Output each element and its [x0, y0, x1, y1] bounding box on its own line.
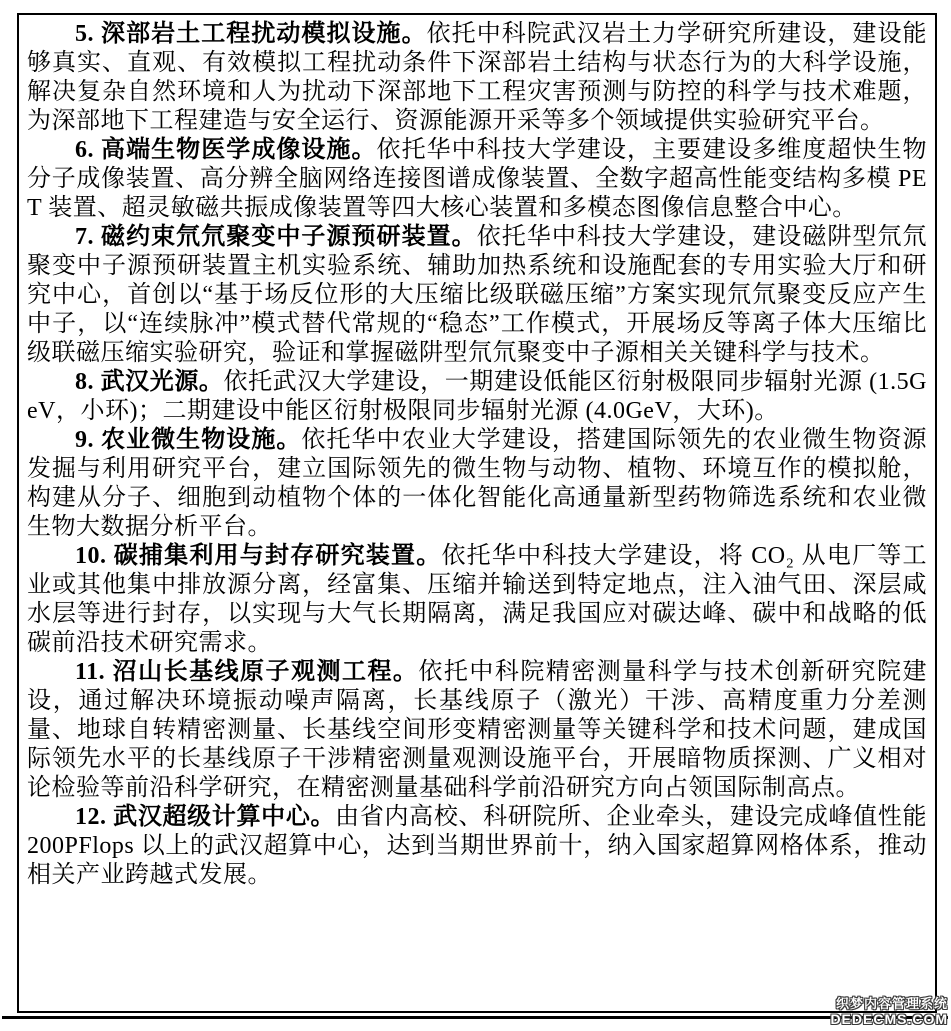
facility-paragraph — [27, 426, 927, 542]
facility-description: 依托中科院武汉岩土力学研究所建设，建设能够真实、直观、有效模拟工程扰动条件下深部岩土结构与状态行为的大科学设施，解决复杂自然环境和人为扰动下深部地下工程灾害预测与防控的科学与技术难题，为深部地下工程建造与安全运行、资源能源开采等多个领域提供实验研究平台。 — [27, 21, 928, 134]
facility-paragraph — [27, 223, 927, 368]
facility-description: 依托武汉大学建设，一期建设低能区衍射极限同步辐射光源 (1.5GeV，小环)；二期建设中能区衍射极限同步辐射光源 (4.0GeV，大环)。 — [27, 369, 928, 424]
facility-description: 依托华中科技大学建设，将 CO₂ 从电厂等工业或其他集中排放源分离，经富集、压缩并输送到特定地点，注入油气田、深层咸水层等进行封存，以实现与大气长期隔离，满足我国应对碳达峰、碳中和战略的低碳前沿技术研究需求。 — [27, 543, 927, 656]
facility-paragraph — [27, 542, 927, 658]
facility-paragraph — [27, 368, 927, 426]
facility-heading: 8. 武汉光源。 — [75, 369, 224, 395]
bottom-horizontal-rule — [2, 1016, 948, 1019]
facility-description: 由省内高校、科研院所、企业牵头，建设完成峰值性能 200PFlops 以上的武汉超算中心，达到当期世界前十，纳入国家超算网格体系，推动相关产业跨越式发展。 — [27, 804, 928, 888]
facility-heading: 11. 沼山长基线原子观测工程。 — [75, 659, 419, 685]
facility-description: 依托中科院精密测量科学与技术创新研究院建设，通过解决环境振动噪声隔离，长基线原子（激光）干涉、高精度重力分差测量、地球自转精密测量、长基线空间形变精密测量等关键科学和技术问题，建成国际领先水平的长基线原子干涉精密测量观测设施平台，开展暗物质探测、广义相对论检验等前沿科学研究，在精密测量基础科学前沿研究方向占领国际制高点。 — [27, 659, 927, 801]
facility-heading: 6. 高端生物医学成像设施。 — [75, 137, 377, 163]
facility-paragraph — [27, 136, 927, 223]
facility-description: 依托华中农业大学建设，搭建国际领先的农业微生物资源发掘与利用研究平台，建立国际领先的微生物与动物、植物、环境互作的模拟舱，构建从分子、细胞到动植物个体的一体化智能化高通量新型药物筛选系统和农业微生物大数据分析平台。 — [27, 427, 928, 540]
watermark-domain-text: DEDECMS.COM — [830, 1010, 948, 1027]
document-body — [27, 20, 927, 890]
facility-paragraph — [27, 803, 927, 890]
facility-paragraph — [27, 20, 927, 136]
watermark-chinese-text: 织梦内容管理系统 — [835, 996, 948, 1012]
document-border-box — [17, 13, 937, 1013]
facility-description: 依托华中科技大学建设，建设磁阱型氘氘聚变中子源预研装置主机实验系统、辅助加热系统和设施配套的专用实验大厅和研究中心，首创以“基于场反位形的大压缩比级联磁压缩”方案实现氘氘聚变反应产生中子，以“连续脉冲”模式替代常规的“稳态”工作模式，开展场反等离子体大压缩比级联磁压缩实验研究，验证和掌握磁阱型氘氘聚变中子源相关关键科学与技术。 — [27, 224, 928, 366]
facility-description: 依托华中科技大学建设，主要建设多维度超快生物分子成像装置、高分辨全脑网络连接图谱成像装置、全数字超高性能变结构多模 PET 装置、超灵敏磁共振成像装置等四大核心装置和多模态图像信息整合中心。 — [27, 137, 927, 221]
dedecms-watermark — [830, 997, 948, 1027]
facility-heading: 7. 磁约束氘氘聚变中子源预研装置。 — [75, 224, 477, 250]
facility-paragraph — [27, 658, 927, 803]
facility-heading: 9. 农业微生物设施。 — [75, 427, 302, 453]
facility-heading: 10. 碳捕集利用与封存研究装置。 — [75, 543, 442, 569]
facility-heading: 5. 深部岩土工程扰动模拟设施。 — [75, 21, 427, 47]
facility-heading: 12. 武汉超级计算中心。 — [75, 804, 336, 830]
